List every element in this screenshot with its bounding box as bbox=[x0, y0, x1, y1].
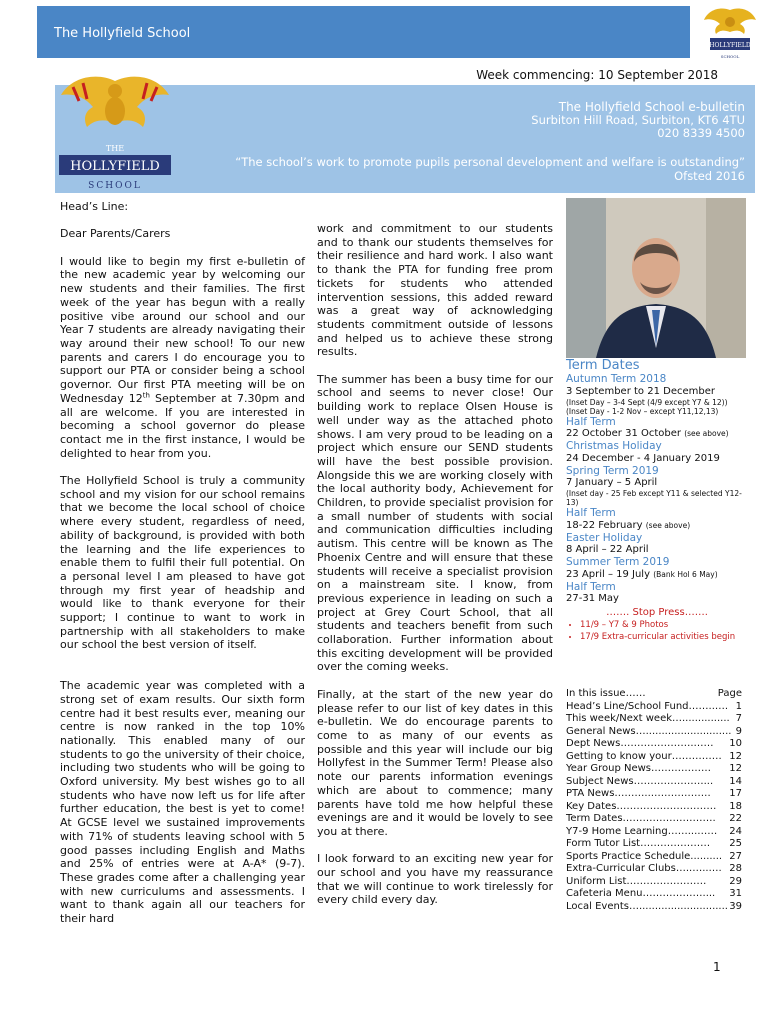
contents-item[interactable] bbox=[566, 776, 742, 789]
spring-inset: (Inset day - 25 Feb except Y11 & selected Y12-13) bbox=[566, 489, 742, 507]
banner-contact bbox=[531, 101, 745, 140]
letter-column-1 bbox=[60, 200, 305, 940]
half-term-2-range: 18-22 February bbox=[566, 519, 643, 531]
half-term-1-range: 22 October 31 October bbox=[566, 428, 682, 439]
contents-item-page: 17 bbox=[729, 788, 742, 799]
contents-item-label: Y7-9 Home Learning……...…… bbox=[566, 825, 718, 837]
contents-item-label: Year Group News……………… bbox=[566, 763, 711, 774]
contents-item[interactable] bbox=[566, 726, 742, 739]
term-dates-panel bbox=[566, 358, 748, 643]
contents-item-label: Subject News…………………... bbox=[566, 775, 714, 787]
contents-item[interactable] bbox=[566, 701, 742, 714]
heads-line-heading: Head’s Line: bbox=[60, 200, 129, 213]
stop-press-heading: ……. Stop Press……. bbox=[606, 607, 708, 618]
contents-item[interactable] bbox=[566, 763, 742, 776]
contents-item-label: Local Events…............................ bbox=[566, 900, 728, 912]
half-term-1-note: (see above) bbox=[684, 429, 729, 438]
christmas-label: Christmas Holiday bbox=[566, 440, 662, 452]
contents-item[interactable] bbox=[566, 851, 742, 864]
half-term-2-note: (see above) bbox=[645, 520, 691, 530]
quote-source: Ofsted 2016 bbox=[674, 169, 745, 183]
contents-item[interactable] bbox=[566, 813, 742, 826]
paragraph-1b: September at 7.30pm and all are welcome. If you are interested in becoming a school governor do please contact me in the first instance, I would be delighted to hear from you. bbox=[60, 391, 305, 460]
half-term-1-label: Half Term bbox=[566, 415, 616, 428]
contents-item[interactable] bbox=[566, 888, 742, 901]
summer-term-dates bbox=[566, 569, 748, 581]
half-term-3-dates: 27-31 May bbox=[566, 593, 619, 604]
contents-item-page: 31 bbox=[729, 888, 742, 899]
stop-press-item: • 17/9 Extra-curricular activities begin bbox=[580, 631, 748, 643]
contents-item-page: 1 bbox=[735, 700, 742, 712]
contents-list bbox=[566, 701, 742, 914]
contents-item-label: This week/Next week…............... bbox=[566, 713, 730, 724]
contents-header bbox=[566, 688, 742, 701]
contents-item-page: 24 bbox=[729, 825, 742, 837]
paragraph-4: work and commitment to our students and to thank our students themselves for their resilience and hard work. I also want to thank the PTA for funding free prom tickets for students who attended intervention sessions, this added reward was a great way of acknowledging students commitment outside of lessons and helped us to achieve these strong results. bbox=[317, 222, 553, 359]
contents-item-label: Term Dates………………………. bbox=[566, 813, 716, 824]
contents-item-page: 14 bbox=[729, 775, 742, 787]
summer-term-label: Summer Term 2019 bbox=[566, 556, 670, 568]
contents-item[interactable] bbox=[566, 751, 742, 764]
contents-item-label: PTA News………..……………… bbox=[566, 788, 711, 799]
term-dates-heading: Term Dates bbox=[566, 358, 640, 373]
ofsted-quote bbox=[125, 155, 745, 183]
contents-item-label: Getting to know your…………… bbox=[566, 750, 722, 762]
contents-item[interactable] bbox=[566, 838, 742, 851]
spring-term-dates: 7 January – 5 April bbox=[566, 477, 658, 488]
contents-item-page: 39 bbox=[729, 900, 742, 912]
contents-heading: In this issue…… bbox=[566, 688, 646, 699]
paragraph-3: The academic year was completed with a strong set of exam results. Our sixth form centre had it best results ever, meaning our centre is now ranked in the top 10% nationally. This enabled many of our students to go the university of their choice, including two students who will be going to Oxford university. My best wishes go to all students who have now left us for life after further education, the best is yet to come! At GCSE level we sustained improvements with 71% of students leaving school with 5 good passes including English and Maths and 25% of entries were at A-A* (9-7). These grades come after a challenging year with new curriculums and assessments. I want to thank again all our teachers for their hard bbox=[60, 679, 305, 926]
half-term-2-label: Half Term bbox=[566, 507, 616, 519]
christmas-dates: 24 December - 4 January 2019 bbox=[566, 452, 720, 464]
school-crest-icon bbox=[700, 4, 760, 62]
contents-item[interactable] bbox=[566, 826, 742, 839]
paragraph-1a: I would like to begin my first e-bulletin of the new academic year by welcoming our new students and their families. The first week of the year has begun with a really positive vibe around our school and our Year 7 students are already navigating their way around their new school! To our new parents and carers I do encourage you to support our PTA or consider being a school governor. Our first PTA meeting will be on Wednesday 12 bbox=[60, 254, 305, 405]
easter-dates: 8 April – 22 April bbox=[566, 544, 649, 555]
contents-item-page: 10 bbox=[729, 738, 742, 749]
head-teacher-photo bbox=[566, 198, 746, 358]
contents-item-label: General News…........................... bbox=[566, 725, 732, 737]
contents-panel bbox=[566, 688, 742, 913]
half-term-2-dates bbox=[566, 520, 748, 532]
crest-small-text: HOLLYFIELD bbox=[709, 42, 751, 49]
autumn-term-label: Autumn Term 2018 bbox=[566, 373, 667, 385]
school-name: The Hollyfield School bbox=[54, 26, 191, 41]
contents-item[interactable] bbox=[566, 788, 742, 801]
autumn-term-dates: 3 September to 21 December bbox=[566, 385, 715, 397]
stop-press-item: • 11/9 – Y7 & 9 Photos bbox=[580, 619, 748, 631]
paragraph-2: The Hollyfield School is truly a community school and my vision for our school remains that we become the local school of choice where every student, regardless of need, ability of background, is provided with both the learning and the life experiences to enable them to fulfil their full potential. On a personal level I am pleased to have got through my first year of headship and would like to thank everyone for their support; I continue to want to work in partnership with all stakeholders to make our school the best version of itself. bbox=[60, 474, 305, 652]
crest-small-school: SCHOOL bbox=[720, 54, 740, 59]
half-term-3-label: Half Term bbox=[566, 580, 616, 593]
contents-item-page: 12 bbox=[729, 750, 742, 762]
page-number: 1 bbox=[713, 960, 721, 974]
header-bar bbox=[37, 6, 690, 58]
contents-item-page: 29 bbox=[729, 875, 742, 887]
stop-press-list bbox=[566, 619, 748, 643]
quote-text: “The school’s work to promote pupils personal development and welfare is outstanding” bbox=[235, 155, 745, 169]
contents-item-page: 28 bbox=[729, 863, 742, 874]
contents-page-label: Page bbox=[717, 688, 742, 699]
contents-item-page: 9 bbox=[735, 725, 742, 737]
contents-item-label: Head’s Line/School Fund……..…. bbox=[566, 700, 729, 712]
crest-the: THE bbox=[105, 144, 125, 153]
paragraph-5: The summer has been a busy time for our school and seems to never close! Our building work to replace Olsen House is well under way as the attached photo shows. I am very proud to be leading on a project which ensure our SEND students will have the best possible provision. Alongside this we are working closely with the local authority body, Achievement for Children, to provide specialist provision for a small number of students with social and communication difficulties including autism. This centre will be known as The Phoenix Centre and will ensure that these students will receive a specialist provision on a mainstream site. I know, from previous experience in leading on such a project at Grey Court School, that all students and teachers benefit from such collaboration. Further information about this exciting development will be provided over the coming weeks. bbox=[317, 372, 553, 674]
paragraph-1-sup: th bbox=[142, 391, 150, 400]
greeting: Dear Parents/Carers bbox=[60, 227, 171, 241]
contents-item-label: Extra-Curricular Clubs…..…..…. bbox=[566, 863, 722, 874]
summer-term-note: (Bank Hol 6 May) bbox=[653, 569, 718, 579]
contents-item[interactable] bbox=[566, 713, 742, 726]
contents-item[interactable] bbox=[566, 863, 742, 876]
contents-item-label: Form Tutor List………………… bbox=[566, 838, 711, 849]
easter-label: Easter Holiday bbox=[566, 531, 643, 544]
contents-item-label: Dept News………………….…… bbox=[566, 738, 714, 749]
paragraph-7: I look forward to an exciting new year for our school and you have my reassurance that we will continue to work tirelessly for every child every day. bbox=[317, 852, 553, 907]
contents-item[interactable] bbox=[566, 901, 742, 914]
contents-item-label: Uniform List…………………… bbox=[566, 875, 707, 887]
contents-item[interactable] bbox=[566, 801, 742, 814]
autumn-inset-2: (Inset Day - 1-2 Nov – except Y11,12,13) bbox=[566, 406, 719, 416]
paragraph-1 bbox=[60, 255, 305, 461]
contents-item-label: Sports Practice Schedule.......... bbox=[566, 850, 723, 862]
school-phone: 020 8339 4500 bbox=[657, 126, 745, 140]
contents-item-page: 12 bbox=[729, 763, 742, 774]
contents-item[interactable] bbox=[566, 738, 742, 751]
letter-column-2 bbox=[317, 222, 553, 921]
contents-item[interactable] bbox=[566, 876, 742, 889]
week-commencing: Week commencing: 10 September 2018 bbox=[476, 68, 718, 82]
crest-name: HOLLYFIELD bbox=[70, 159, 160, 174]
crest-school: SCHOOL bbox=[88, 181, 142, 191]
bulletin-title: The Hollyfield School e-bulletin bbox=[558, 100, 745, 114]
contents-item-page: 7 bbox=[735, 713, 742, 724]
paragraph-6: Finally, at the start of the new year do please refer to our list of key dates in this e-bulletin. We do encourage parents to come to as many of our events as possible and this year will include our big Hollyfest in the Summer Term! Please also note our parents information evenings which are about to commence; many parents have told me how helpful these evenings are and it would be lovely to see you at there. bbox=[317, 687, 553, 838]
contents-item-page: 27 bbox=[729, 850, 742, 862]
summer-term-range: 23 April – 19 July bbox=[566, 568, 651, 580]
contents-item-page: 18 bbox=[729, 800, 742, 812]
contents-item-label: Cafeteria Menu……………….... bbox=[566, 888, 716, 899]
school-crest-large-icon bbox=[55, 65, 175, 193]
contents-item-page: 22 bbox=[729, 813, 742, 824]
contents-item-page: 25 bbox=[729, 838, 742, 849]
autumn-inset-1: (Inset Day – 3-4 Sept (4/9 except Y7 & 12)) bbox=[566, 397, 728, 407]
contents-item-label: Key Dates………………………… bbox=[566, 800, 717, 812]
half-term-1-dates bbox=[566, 428, 748, 440]
spring-term-label: Spring Term 2019 bbox=[566, 464, 659, 477]
school-address: Surbiton Hill Road, Surbiton, KT6 4TU bbox=[531, 113, 745, 127]
